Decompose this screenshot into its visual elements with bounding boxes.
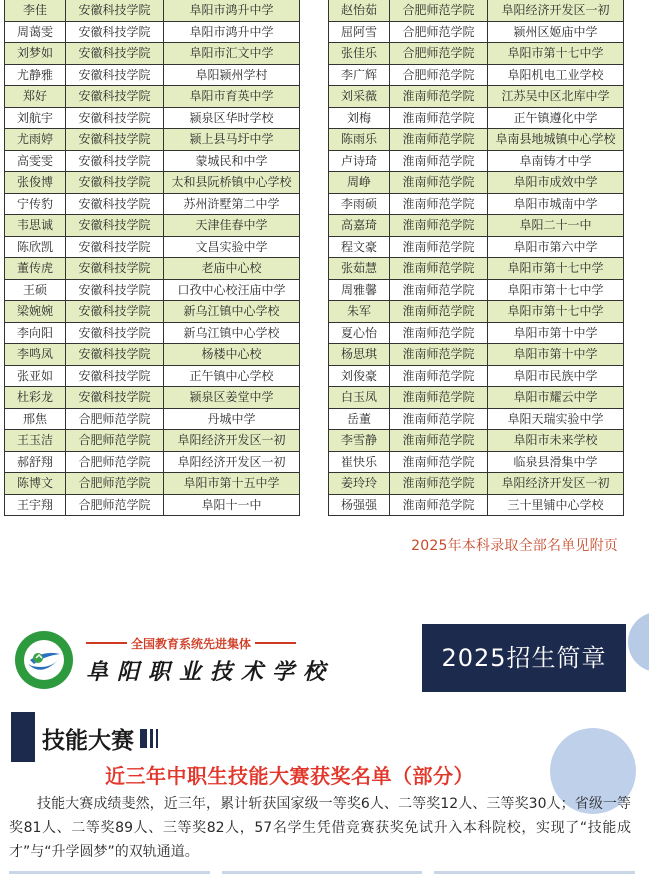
table-row xyxy=(329,430,624,452)
graduated-school: 文昌实验中学 xyxy=(164,236,300,258)
table-row xyxy=(5,43,300,65)
table-row xyxy=(5,107,300,129)
table-row xyxy=(329,473,624,495)
graduated-school: 颍泉区华时学校 xyxy=(164,107,300,129)
graduated-school: 阜阳市第十七中学 xyxy=(488,258,624,280)
admitted-college: 合肥师范学院 xyxy=(66,430,164,452)
admitted-college: 淮南师范学院 xyxy=(390,387,488,409)
graduated-school: 阜南县地城镇中心学校 xyxy=(488,129,624,151)
student-name: 郝舒翔 xyxy=(5,451,66,473)
student-name: 高嘉琦 xyxy=(329,215,390,237)
tagline-text: 全国教育系统先进集体 xyxy=(131,636,252,651)
admitted-college: 安徽科技学院 xyxy=(66,172,164,194)
table-row xyxy=(5,322,300,344)
student-name: 梁婉婉 xyxy=(5,301,66,323)
admitted-college: 合肥师范学院 xyxy=(390,21,488,43)
graduated-school: 蒙城民和中学 xyxy=(164,150,300,172)
table-row xyxy=(329,215,624,237)
student-name: 李雨硕 xyxy=(329,193,390,215)
brochure-badge: 2025招生简章 xyxy=(422,624,626,692)
table-row xyxy=(329,21,624,43)
graduated-school: 阜阳市民族中学 xyxy=(488,365,624,387)
graduated-school: 阜阳机电工业学校 xyxy=(488,64,624,86)
section-title: 技能大赛 xyxy=(42,728,134,754)
table-row xyxy=(5,387,300,409)
bars-icon xyxy=(140,729,158,748)
student-name: 李向阳 xyxy=(5,322,66,344)
graduated-school: 阜阳市育英中学 xyxy=(164,86,300,108)
student-name: 杨思琪 xyxy=(329,344,390,366)
graduated-school: 阜阳市第十七中学 xyxy=(488,43,624,65)
admitted-college: 合肥师范学院 xyxy=(66,473,164,495)
table-row xyxy=(5,193,300,215)
table-row xyxy=(329,0,624,21)
graduated-school: 新乌江镇中心学校 xyxy=(164,301,300,323)
admitted-college: 淮南师范学院 xyxy=(390,408,488,430)
table-row xyxy=(5,473,300,495)
admitted-college: 安徽科技学院 xyxy=(66,215,164,237)
admitted-college: 安徽科技学院 xyxy=(66,150,164,172)
graduated-school: 颍上县马圩中学 xyxy=(164,129,300,151)
admitted-college: 淮南师范学院 xyxy=(390,107,488,129)
table-row xyxy=(329,150,624,172)
decorative-circle xyxy=(628,612,649,672)
table-row xyxy=(5,365,300,387)
table-row xyxy=(329,43,624,65)
graduated-school: 阜阳二十一中 xyxy=(488,215,624,237)
graduated-school: 阜阳市第十中学 xyxy=(488,344,624,366)
student-name: 王玉洁 xyxy=(5,430,66,452)
admitted-college: 合肥师范学院 xyxy=(66,494,164,516)
divider xyxy=(86,642,127,644)
graduated-school: 临泉县滑集中学 xyxy=(488,451,624,473)
table-row xyxy=(329,387,624,409)
table-row xyxy=(329,365,624,387)
admitted-college: 淮南师范学院 xyxy=(390,430,488,452)
table-row xyxy=(329,344,624,366)
awards-title: 近三年中职生技能大赛获奖名单（部分） xyxy=(105,764,474,788)
admitted-college: 合肥师范学院 xyxy=(66,408,164,430)
student-name: 程文豪 xyxy=(329,236,390,258)
admitted-college: 淮南师范学院 xyxy=(390,172,488,194)
school-emblem-icon xyxy=(14,630,74,690)
graduated-school: 老庙中心校 xyxy=(164,258,300,280)
graduated-school: 丹城中学 xyxy=(164,408,300,430)
student-name: 周蔼雯 xyxy=(5,21,66,43)
admitted-college: 安徽科技学院 xyxy=(66,344,164,366)
student-name: 朱军 xyxy=(329,301,390,323)
table-row xyxy=(5,301,300,323)
graduated-school: 阜阳市第六中学 xyxy=(488,236,624,258)
honor-tagline xyxy=(86,634,296,652)
table-row xyxy=(329,86,624,108)
admitted-college: 淮南师范学院 xyxy=(390,365,488,387)
student-name: 刘俊豪 xyxy=(329,365,390,387)
graduated-school: 阜阳经济开发区一初 xyxy=(488,473,624,495)
graduated-school: 阜阳天瑞实验中学 xyxy=(488,408,624,430)
table-row xyxy=(329,258,624,280)
table-row xyxy=(329,193,624,215)
table-row xyxy=(329,129,624,151)
graduated-school: 江苏吴中区北库中学 xyxy=(488,86,624,108)
table-row xyxy=(5,215,300,237)
admitted-college: 安徽科技学院 xyxy=(66,365,164,387)
student-name: 宁传豹 xyxy=(5,193,66,215)
school-name: 阜阳职业技术学校 xyxy=(86,659,335,685)
admissions-table-right xyxy=(328,0,624,516)
admitted-college: 安徽科技学院 xyxy=(66,193,164,215)
student-name: 李鸣凤 xyxy=(5,344,66,366)
student-name: 刘梅 xyxy=(329,107,390,129)
graduated-school: 阜阳市第十七中学 xyxy=(488,279,624,301)
graduated-school: 阜阳经济开发区一初 xyxy=(164,451,300,473)
table-row xyxy=(329,322,624,344)
table-row xyxy=(329,107,624,129)
table-row xyxy=(5,258,300,280)
student-name: 岳董 xyxy=(329,408,390,430)
student-name: 尤静雅 xyxy=(5,64,66,86)
student-name: 尤雨婷 xyxy=(5,129,66,151)
graduated-school: 阜阳市耀云中学 xyxy=(488,387,624,409)
admitted-college: 淮南师范学院 xyxy=(390,279,488,301)
admitted-college: 合肥师范学院 xyxy=(66,451,164,473)
admissions-table-left xyxy=(4,0,300,516)
student-name: 刘采薇 xyxy=(329,86,390,108)
divider xyxy=(255,642,296,644)
student-name: 赵怡茹 xyxy=(329,0,390,21)
graduated-school: 三十里铺中心学校 xyxy=(488,494,624,516)
graduated-school: 阜阳市第十七中学 xyxy=(488,301,624,323)
student-name: 崔快乐 xyxy=(329,451,390,473)
section-heading xyxy=(42,722,158,755)
student-name: 王硕 xyxy=(5,279,66,301)
graduated-school: 阜阳经济开发区一初 xyxy=(164,430,300,452)
admitted-college: 安徽科技学院 xyxy=(66,236,164,258)
student-name: 高雯雯 xyxy=(5,150,66,172)
admitted-college: 淮南师范学院 xyxy=(390,494,488,516)
student-name: 李佳 xyxy=(5,0,66,21)
admitted-college: 安徽科技学院 xyxy=(66,387,164,409)
student-name: 张佳乐 xyxy=(329,43,390,65)
table-row xyxy=(5,21,300,43)
admitted-college: 淮南师范学院 xyxy=(390,451,488,473)
graduated-school: 正午镇遵化中学 xyxy=(488,107,624,129)
table-row xyxy=(5,408,300,430)
table-row xyxy=(329,451,624,473)
table-row xyxy=(329,279,624,301)
student-name: 董传虎 xyxy=(5,258,66,280)
student-name: 杜彩龙 xyxy=(5,387,66,409)
admitted-college: 淮南师范学院 xyxy=(390,473,488,495)
student-name: 刘梦如 xyxy=(5,43,66,65)
graduated-school: 阜阳市成效中学 xyxy=(488,172,624,194)
admission-list-footnote: 2025年本科录取全部名单见附页 xyxy=(411,538,618,554)
table-row xyxy=(5,150,300,172)
graduated-school: 颍泉区姜堂中学 xyxy=(164,387,300,409)
graduated-school: 口孜中心校汪庙中学 xyxy=(164,279,300,301)
graduated-school: 阜阳市鸿升中学 xyxy=(164,0,300,21)
admitted-college: 安徽科技学院 xyxy=(66,86,164,108)
admitted-college: 淮南师范学院 xyxy=(390,344,488,366)
student-name: 郑好 xyxy=(5,86,66,108)
graduated-school: 阜阳市第十中学 xyxy=(488,322,624,344)
student-name: 李雪静 xyxy=(329,430,390,452)
table-row xyxy=(329,172,624,194)
admitted-college: 安徽科技学院 xyxy=(66,0,164,21)
graduated-school: 正午镇中心学校 xyxy=(164,365,300,387)
table-row xyxy=(5,129,300,151)
table-row xyxy=(329,408,624,430)
table-row xyxy=(329,236,624,258)
student-name: 夏心怡 xyxy=(329,322,390,344)
table-row xyxy=(5,172,300,194)
admitted-college: 安徽科技学院 xyxy=(66,129,164,151)
table-row xyxy=(329,494,624,516)
graduated-school: 阜阳市未来学校 xyxy=(488,430,624,452)
student-name: 邢焦 xyxy=(5,408,66,430)
admitted-college: 安徽科技学院 xyxy=(66,21,164,43)
admitted-college: 淮南师范学院 xyxy=(390,322,488,344)
graduated-school: 太和县阮桥镇中心学校 xyxy=(164,172,300,194)
graduated-school: 苏州浒墅第二中学 xyxy=(164,193,300,215)
student-name: 卢诗琦 xyxy=(329,150,390,172)
student-name: 王宇翔 xyxy=(5,494,66,516)
admitted-college: 淮南师范学院 xyxy=(390,258,488,280)
admitted-college: 淮南师范学院 xyxy=(390,215,488,237)
table-row xyxy=(5,236,300,258)
graduated-school: 阜阳市城南中学 xyxy=(488,193,624,215)
graduated-school: 天津佳春中学 xyxy=(164,215,300,237)
admitted-college: 安徽科技学院 xyxy=(66,301,164,323)
student-name: 张茹慧 xyxy=(329,258,390,280)
graduated-school: 阜阳市鸿升中学 xyxy=(164,21,300,43)
student-name: 周雅馨 xyxy=(329,279,390,301)
student-name: 陈博文 xyxy=(5,473,66,495)
graduated-school: 阜阳颍州学村 xyxy=(164,64,300,86)
table-row xyxy=(5,451,300,473)
student-name: 杨强强 xyxy=(329,494,390,516)
admitted-college: 淮南师范学院 xyxy=(390,236,488,258)
student-name: 屈阿雪 xyxy=(329,21,390,43)
table-row xyxy=(329,64,624,86)
table-row xyxy=(329,301,624,323)
section-marker xyxy=(11,712,35,762)
admitted-college: 安徽科技学院 xyxy=(66,322,164,344)
table-row xyxy=(5,279,300,301)
awards-summary: 技能大赛成绩斐然，近三年，累计斩获国家级一等奖6人、二等奖12人、三等奖30人；省级一等奖81人、二等奖89人、三等奖82人，57名学生凭借竞赛获奖免试升入本科院校，实现了“技能成才”与“升学圆梦”的双轨通道。 xyxy=(9,796,631,860)
graduated-school: 新乌江镇中心学校 xyxy=(164,322,300,344)
admitted-college: 安徽科技学院 xyxy=(66,258,164,280)
student-name: 刘航宇 xyxy=(5,107,66,129)
table-row xyxy=(5,344,300,366)
graduated-school: 杨楼中心校 xyxy=(164,344,300,366)
graduated-school: 阜阳经济开发区一初 xyxy=(488,0,624,21)
student-name: 张俊博 xyxy=(5,172,66,194)
graduated-school: 阜阳十一中 xyxy=(164,494,300,516)
student-name: 白玉凤 xyxy=(329,387,390,409)
graduated-school: 阜阳市汇文中学 xyxy=(164,43,300,65)
student-name: 陈欣凯 xyxy=(5,236,66,258)
admitted-college: 淮南师范学院 xyxy=(390,301,488,323)
admitted-college: 安徽科技学院 xyxy=(66,43,164,65)
graduated-school: 阜阳市第十五中学 xyxy=(164,473,300,495)
graduated-school: 颍州区姬庙中学 xyxy=(488,21,624,43)
admitted-college: 安徽科技学院 xyxy=(66,107,164,129)
graduated-school: 阜南铸才中学 xyxy=(488,150,624,172)
admitted-college: 合肥师范学院 xyxy=(390,43,488,65)
admitted-college: 安徽科技学院 xyxy=(66,279,164,301)
student-name: 姜玲玲 xyxy=(329,473,390,495)
table-row xyxy=(5,0,300,21)
admitted-college: 合肥师范学院 xyxy=(390,0,488,21)
table-row xyxy=(5,430,300,452)
student-name: 李广辉 xyxy=(329,64,390,86)
admitted-college: 淮南师范学院 xyxy=(390,150,488,172)
student-name: 周峥 xyxy=(329,172,390,194)
admitted-college: 淮南师范学院 xyxy=(390,129,488,151)
admitted-college: 淮南师范学院 xyxy=(390,86,488,108)
admitted-college: 合肥师范学院 xyxy=(390,64,488,86)
admitted-college: 安徽科技学院 xyxy=(66,64,164,86)
admitted-college: 淮南师范学院 xyxy=(390,193,488,215)
table-row xyxy=(5,86,300,108)
student-name: 陈雨乐 xyxy=(329,129,390,151)
table-row xyxy=(5,494,300,516)
student-name: 韦思诚 xyxy=(5,215,66,237)
table-row xyxy=(5,64,300,86)
student-name: 张亚如 xyxy=(5,365,66,387)
